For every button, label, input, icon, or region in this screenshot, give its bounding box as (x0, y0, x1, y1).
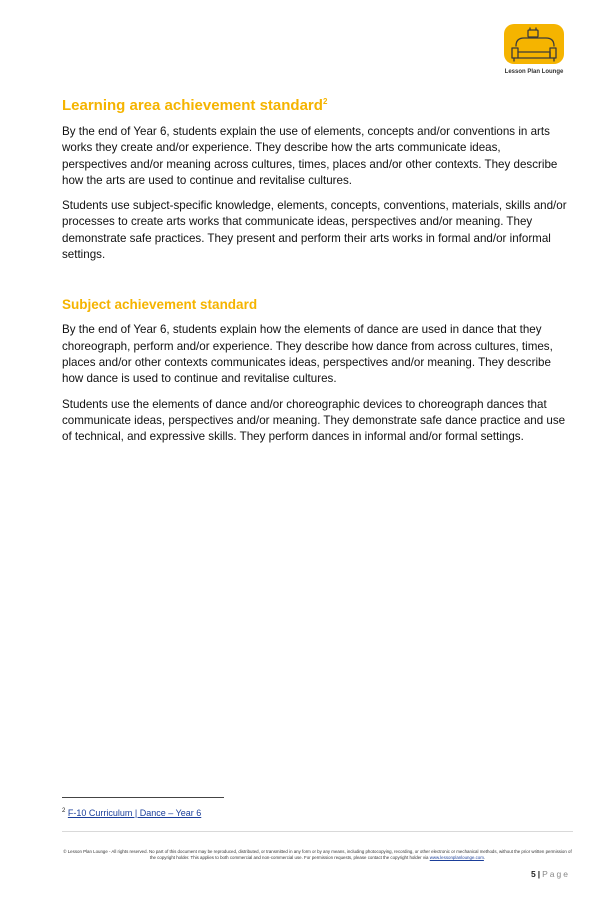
footnote-divider (62, 797, 224, 798)
page-separator: | (537, 869, 541, 879)
website-link[interactable]: www.lessonplanlounge.com (429, 855, 484, 860)
footer-divider (62, 831, 573, 832)
copyright-notice: © Lesson Plan Lounge - All rights reserved. No part of this document may be reproduced, distributed, or transmitted in any form or by any means, including photocopying, recording, or other electronic or mechanical methods, without the prior written permission of the copyright holder. This applies to both commercial and non-commercial use. For permission requests, please contact the copyright holder via www.lessonplanlounge.com. (63, 849, 572, 860)
page-number (531, 869, 570, 879)
page-word: Page (542, 869, 570, 879)
footnote-number: 2 (62, 808, 66, 814)
page-number-value: 5 (531, 869, 536, 879)
subject-paragraph-1: By the end of Year 6, students explain how the elements of dance are used in dance that they choreograph, perform and/or experience. They describe how dance from across cultures, times, places and/or other contexts communicates ideas, perspectives and/or meaning. They describe how dance is used to continue and revitalise cultures. (62, 323, 553, 386)
main-content (62, 97, 567, 454)
footnote-reference[interactable]: 2 (322, 97, 328, 106)
logo-caption: Lesson Plan Lounge (504, 69, 564, 75)
learning-area-heading: Learning area achievement standard$^2$ (62, 97, 328, 114)
subject-paragraph-2: Students use the elements of dance and/or choreographic devices to choreograph dances that communicate ideas, perspectives and/or meaning. They demonstrate safe dance practice and use of technical, and expressive skills. They perform dances in informal and/or formal settings. (62, 397, 566, 444)
subject-heading: Subject achievement standard (62, 297, 258, 313)
learning-area-paragraph-1: By the end of Year 6, students explain the use of elements, concepts and/or conventions in arts works they create and/or experience. They describe how the arts communicate ideas, perspectives and/or meaning across cultures, times, places and/or other contexts. They describe how the arts are used to continue and revitalise cultures. (62, 125, 558, 187)
footnote (62, 808, 201, 818)
learning-area-paragraph-2: Students use subject-specific knowledge, elements, concepts, conventions, materials, skills and/or processes to create arts works that communicate ideas, perspectives and/or meaning. They demonstrate safe practices. They present and perform their arts works in formal and/or informal settings. (62, 199, 567, 262)
footnote-link[interactable]: F-10 Curriculum | Dance – Year 6 (67, 808, 202, 818)
copyright-text: © Lesson Plan Lounge - All rights reserved. No part of this document may be reproduced, distributed, or transmitted in any form or by any means, including photocopying, recording, or other electronic or mechanical methods, without the prior written permission of the copyright holder. This applies to both commercial and non-commercial use. For permission requests, please contact the copyright holder via (63, 849, 572, 860)
